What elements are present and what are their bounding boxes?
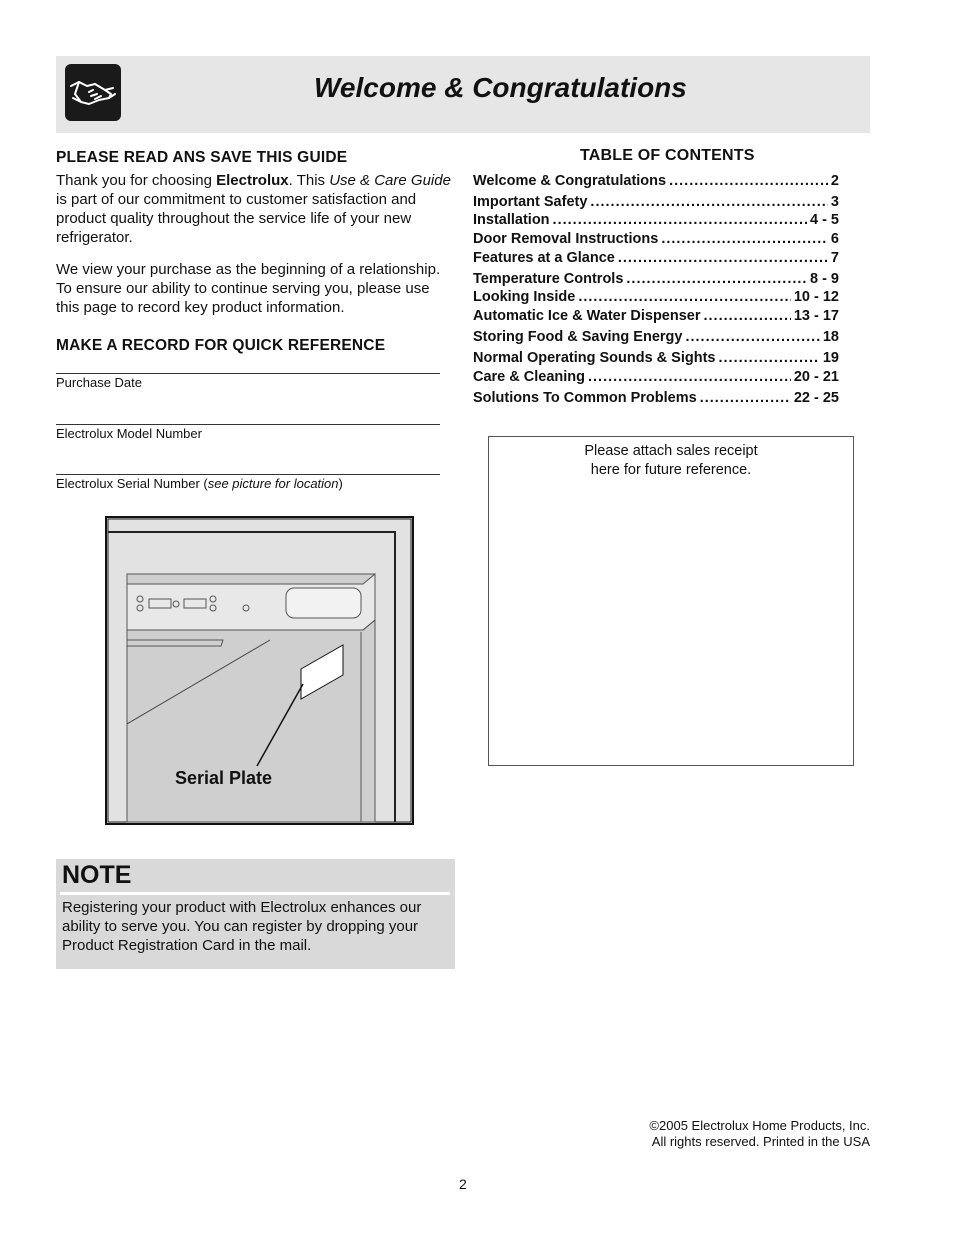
toc-leader-dots: [685, 329, 819, 345]
serial-number-line: [56, 474, 440, 475]
toc-entry-page: 22 - 25: [793, 390, 839, 406]
toc-entry-page: 19: [822, 350, 839, 366]
record-heading: MAKE A RECORD FOR QUICK REFERENCE: [56, 337, 386, 354]
toc-leader-dots: [669, 173, 828, 189]
intro-text-c: is part of our commitment to customer satisfaction and product quality throughout the service life of your new refrigerator.: [56, 191, 417, 246]
toc-entry-page: 6: [830, 231, 839, 247]
intro-text-b: . This: [288, 172, 330, 189]
toc-leader-dots: [661, 231, 828, 247]
toc-entry-label: Important Safety: [473, 194, 588, 210]
toc-entry-label: Welcome & Congratulations: [473, 173, 667, 189]
page-title: Welcome & Congratulations: [314, 72, 687, 103]
toc-entry-label: Automatic Ice & Water Dispenser: [473, 308, 701, 324]
toc-entry-label: Door Removal Instructions: [473, 231, 659, 247]
toc-entry-label: Care & Cleaning: [473, 369, 585, 385]
toc-entry: [473, 350, 839, 366]
toc-entry-page: 20 - 21: [793, 369, 839, 385]
toc-leader-dots: [578, 289, 791, 305]
toc-entry-page: 7: [830, 250, 839, 266]
copyright-line-2: All rights reserved. Printed in the USA: [651, 1134, 870, 1149]
serial-prefix: Electrolux Serial Number (: [56, 476, 208, 491]
toc-entry: [473, 271, 839, 287]
page-header: [56, 56, 870, 133]
note-box: [56, 859, 455, 969]
toc-entry-label: Temperature Controls: [473, 271, 624, 287]
toc-entry-page: 8 - 9: [809, 271, 839, 287]
toc-entry: [473, 212, 839, 228]
serial-suffix: ): [338, 476, 343, 491]
toc-entry-label: Storing Food & Saving Energy: [473, 329, 683, 345]
toc-entry: [473, 308, 839, 324]
intro-paragraph-2: We view your purchase as the beginning of a relationship. To ensure our ability to continue serving you, please use this page to record key product information.: [56, 261, 441, 316]
toc-leader-dots: [618, 250, 828, 266]
toc-leader-dots: [553, 212, 807, 228]
toc-entry-page: 10 - 12: [793, 289, 839, 305]
toc-entry-page: 13 - 17: [793, 308, 839, 324]
brand-name: Electrolux: [216, 172, 289, 189]
purchase-date-label: Purchase Date: [56, 375, 142, 390]
toc-entry-label: Normal Operating Sounds & Sights: [473, 350, 716, 366]
receipt-line-1: Please attach sales receipt: [584, 443, 758, 459]
toc-entry: [473, 289, 839, 305]
serial-plate-label: Serial Plate: [175, 768, 273, 788]
toc-leader-dots: [590, 194, 828, 210]
note-divider: [60, 892, 450, 895]
toc-leader-dots: [704, 308, 791, 324]
toc-entry-label: Looking Inside: [473, 289, 576, 305]
page-number: 2: [459, 1176, 467, 1192]
toc-entry-label: Solutions To Common Problems: [473, 390, 697, 406]
receipt-instructions: [489, 442, 853, 480]
toc-leader-dots: [626, 271, 807, 287]
guide-title: Use & Care Guide: [329, 172, 451, 189]
serial-italic: see picture for location: [207, 476, 339, 491]
toc-leader-dots: [719, 350, 820, 366]
purchase-date-line: [56, 373, 440, 374]
model-number-line: [56, 424, 440, 425]
toc-entry-page: 4 - 5: [809, 212, 839, 228]
toc-entry: [473, 250, 839, 266]
receipt-line-2: here for future reference.: [590, 462, 752, 478]
toc-entry: [473, 390, 839, 406]
toc-entry: [473, 369, 839, 385]
serial-number-label: [56, 476, 343, 491]
toc-entry: [473, 194, 839, 210]
toc-entry: [473, 173, 839, 189]
toc-entry: [473, 329, 839, 345]
copyright-line-1: ©2005 Electrolux Home Products, Inc.: [649, 1118, 870, 1133]
intro-text-a: Thank you for choosing: [56, 172, 217, 189]
handshake-icon: [65, 64, 121, 121]
intro-paragraph-1: [56, 171, 451, 247]
toc-entry-label: Features at a Glance: [473, 250, 615, 266]
receipt-attach-area: [488, 436, 854, 766]
toc-entry-page: 3: [830, 194, 839, 210]
toc-leader-dots: [700, 390, 791, 406]
toc-entry-label: Installation: [473, 212, 550, 228]
serial-plate-diagram: [105, 516, 414, 825]
copyright: [649, 1118, 870, 1150]
toc-title: TABLE OF CONTENTS: [580, 147, 755, 164]
model-number-label: Electrolux Model Number: [56, 426, 202, 441]
intro-heading: PLEASE READ ANS SAVE THIS GUIDE: [56, 149, 348, 166]
toc-leader-dots: [588, 369, 791, 385]
toc-entry: [473, 231, 839, 247]
note-text: Registering your product with Electrolux enhances our ability to serve you. You can register by dropping your Product Registration Card in the mail.: [62, 899, 422, 954]
toc-entry-page: 18: [822, 329, 839, 345]
toc-entry-page: 2: [830, 173, 839, 189]
note-title: NOTE: [62, 861, 132, 889]
